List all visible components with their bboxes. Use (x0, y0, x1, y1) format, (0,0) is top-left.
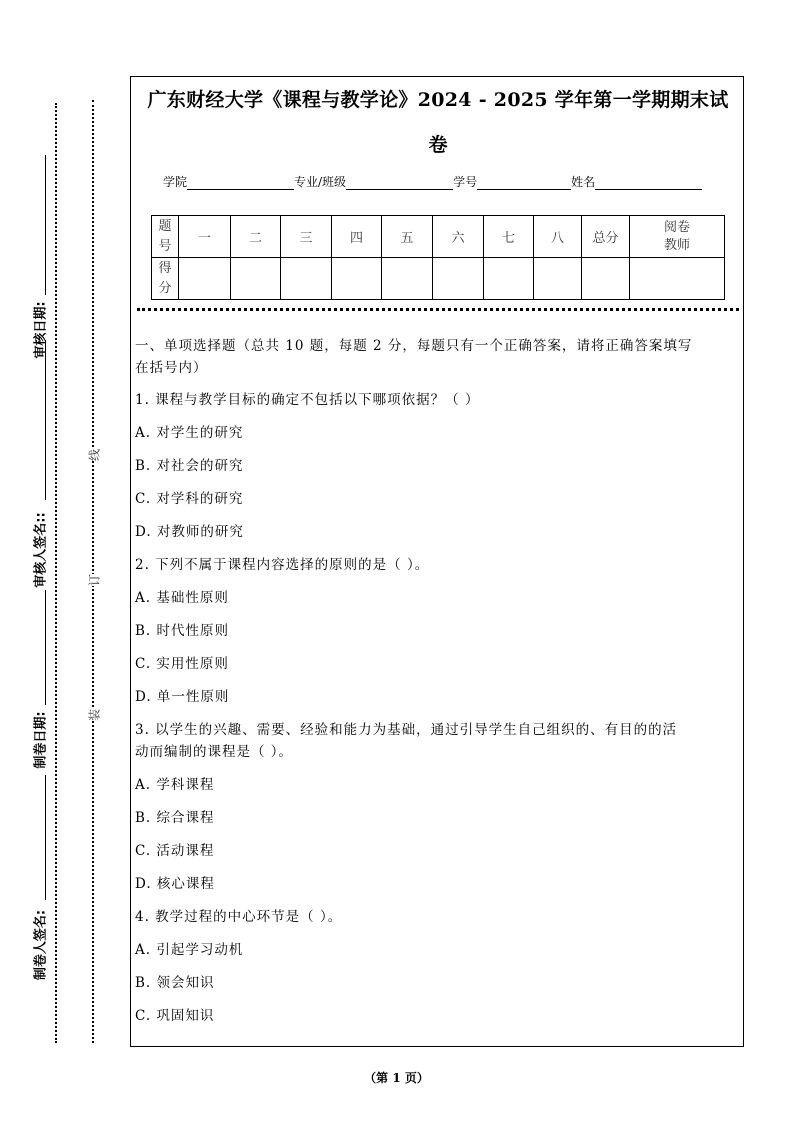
column-header: 四 (332, 216, 382, 258)
major-field[interactable] (346, 175, 453, 190)
exam-title: 广东财经大学《课程与教学论》2024 - 2025 学年第一学期期末试 (147, 89, 729, 111)
score-cell[interactable] (382, 258, 433, 300)
column-header: 阅卷教师 (630, 216, 725, 258)
answer-option: D. 核心课程 (135, 876, 215, 892)
outer-dotted-line (55, 103, 57, 1043)
answer-option: B. 时代性原则 (135, 623, 230, 639)
exam-title-continued: 卷 (428, 134, 448, 156)
column-header: 一 (179, 216, 231, 258)
answer-option: A. 引起学习动机 (135, 942, 244, 958)
reviewer-sign-underline (45, 340, 46, 500)
column-header: 总分 (582, 216, 630, 258)
section-heading: 一、单项选择题（总共 10 题，每题 2 分，每题只有一个正确答案，请将正确答案填写 (135, 338, 693, 354)
row-label-question-number: 题号 (152, 216, 179, 258)
reviewer-sign-label: 审核人签名:: (33, 512, 49, 588)
maker-sign-label: 制卷人签名: (33, 909, 49, 981)
question-stem: 4. 教学过程的中心环节是（ ）。 (135, 909, 343, 925)
major-label: 专业/班级 (294, 175, 347, 189)
question-stem: 动而编制的课程是（ ）。 (135, 744, 294, 760)
section-heading-continued: 在括号内） (135, 360, 208, 376)
maker-sign-underline (45, 775, 46, 900)
page-number: （第 1 页） (364, 1071, 429, 1085)
review-date-underline (45, 155, 46, 295)
column-header: 八 (534, 216, 582, 258)
college-field[interactable] (187, 175, 294, 190)
answer-option: D. 单一性原则 (135, 689, 230, 705)
binding-mark-bind: 订 (85, 574, 104, 586)
answer-option: C. 实用性原则 (135, 656, 229, 672)
answer-option: B. 对社会的研究 (135, 458, 244, 474)
answer-option: A. 学科课程 (135, 777, 215, 793)
answer-option: A. 基础性原则 (135, 590, 229, 606)
score-cell[interactable] (281, 258, 332, 300)
answer-option: C. 活动课程 (135, 843, 215, 859)
answer-option: B. 领会知识 (135, 975, 215, 991)
name-label: 姓名 (571, 175, 596, 189)
dotted-separator (137, 308, 739, 311)
score-cell[interactable] (534, 258, 582, 300)
score-cell[interactable] (231, 258, 281, 300)
column-header: 三 (281, 216, 332, 258)
binding-mark-install: 装 (85, 709, 104, 721)
name-field[interactable] (595, 175, 702, 190)
answer-option: B. 综合课程 (135, 810, 215, 826)
question-stem: 3. 以学生的兴趣、需要、经验和能力为基础，通过引导学生自己组织的、有目的的活 (135, 722, 678, 738)
score-table (151, 215, 725, 300)
column-header: 六 (433, 216, 484, 258)
answer-option: C. 巩固知识 (135, 1008, 215, 1024)
answer-option: C. 对学科的研究 (135, 491, 244, 507)
answer-option: D. 对教师的研究 (135, 524, 244, 540)
inner-dotted-line (92, 100, 94, 1043)
make-date-underline (45, 590, 46, 705)
score-cell[interactable] (179, 258, 231, 300)
row-label-score: 得分 (152, 258, 179, 300)
column-header: 七 (484, 216, 534, 258)
student-info-line (163, 173, 702, 190)
question-stem: 1. 课程与教学目标的确定不包括以下哪项依据？（ ） (135, 392, 480, 408)
score-cell[interactable] (630, 258, 725, 300)
score-cell[interactable] (582, 258, 630, 300)
score-cell[interactable] (332, 258, 382, 300)
column-header: 二 (231, 216, 281, 258)
column-header: 五 (382, 216, 433, 258)
score-cell[interactable] (484, 258, 534, 300)
college-label: 学院 (163, 175, 188, 189)
student-id-label: 学号 (453, 175, 478, 189)
student-id-field[interactable] (477, 175, 571, 190)
question-stem: 2. 下列不属于课程内容选择的原则的是（ ）。 (135, 557, 430, 573)
answer-option: A. 对学生的研究 (135, 425, 244, 441)
score-cell[interactable] (433, 258, 484, 300)
make-date-label: 制卷日期: (33, 711, 49, 769)
binding-mark-line: 线 (85, 449, 104, 461)
review-date-label: 审核日期: (33, 301, 49, 359)
